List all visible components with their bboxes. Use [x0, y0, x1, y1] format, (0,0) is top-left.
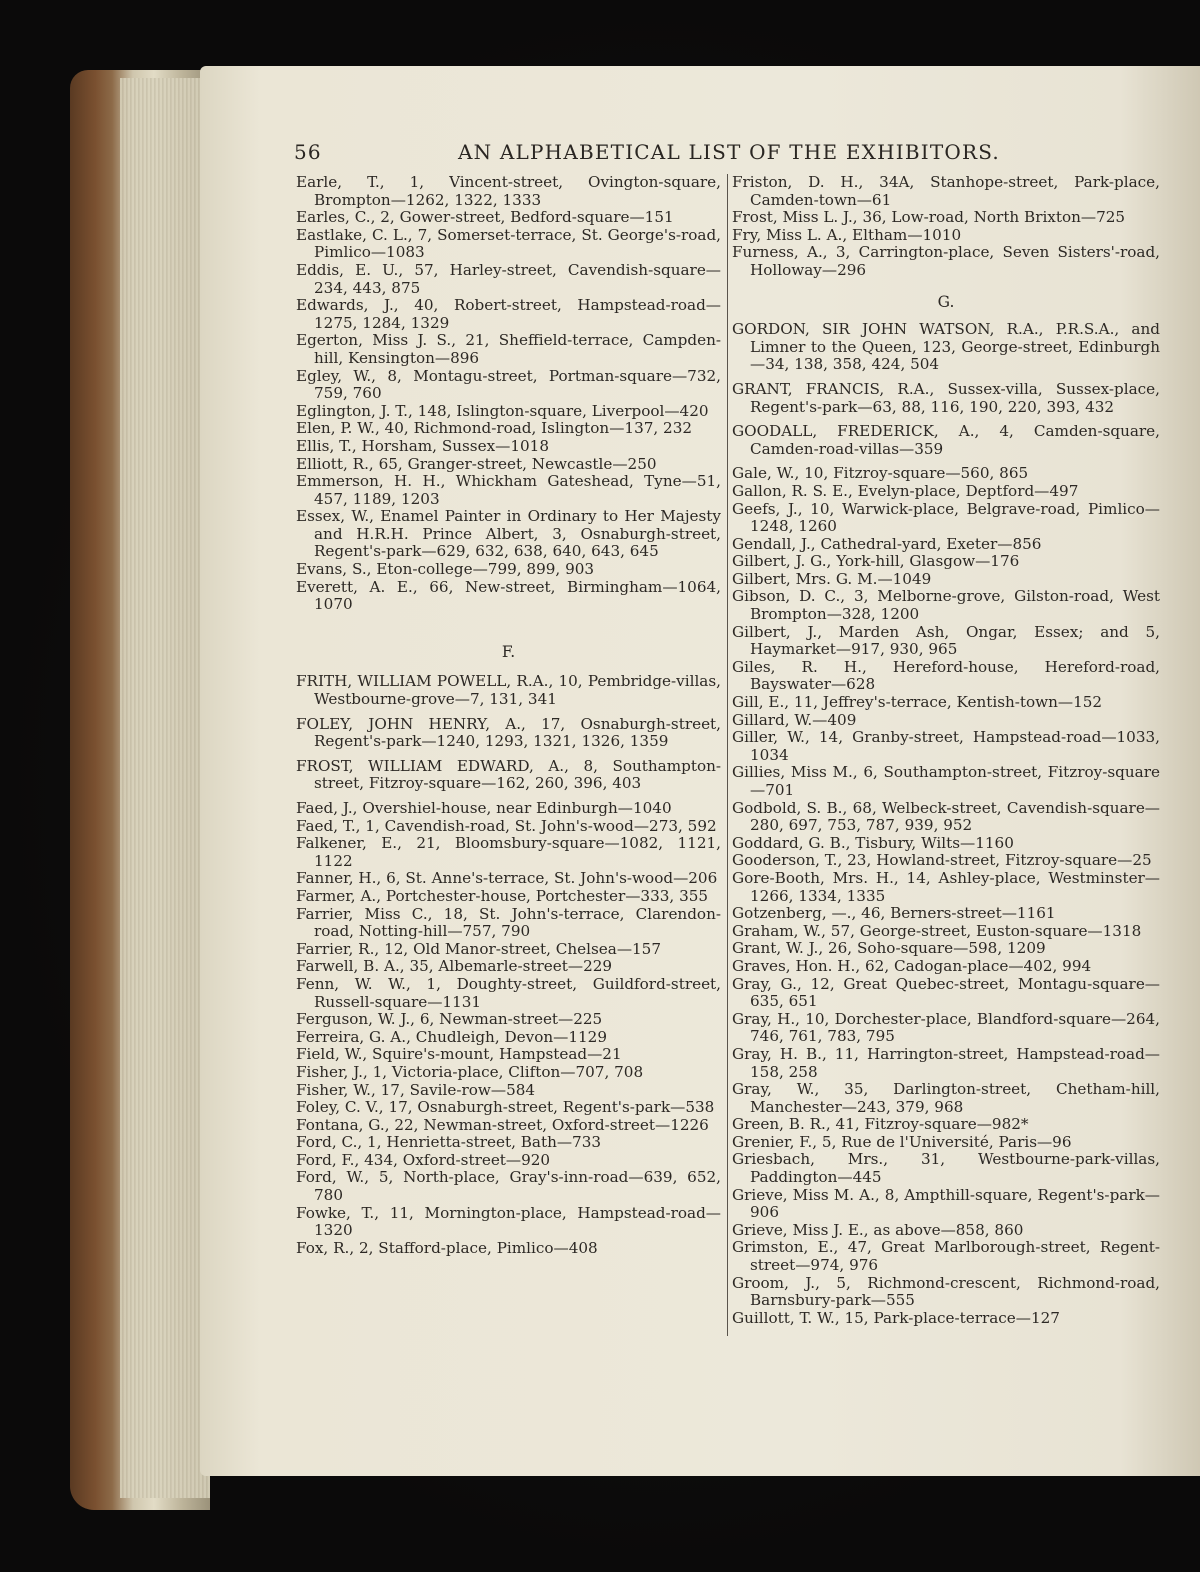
exhibitor-entry: Gilbert, J. G., York-hill, Glasgow—176: [732, 552, 1020, 571]
exhibitor-entry: Farwell, B. A., 35, Albemarle-street—229: [296, 957, 613, 976]
exhibitor-entry: Falkener, E., 21, Bloomsbury-square—1082, 1121, 1122: [296, 834, 721, 870]
exhibitor-entry: Gibson, D. C., 3, Melborne-grove, Gilston-road, West Brompton—328, 1200: [732, 587, 1160, 624]
exhibitor-entry: Giller, W., 14, Granby-street, Hampstead-road—1033, 1034: [732, 728, 1160, 764]
exhibitor-entry: Furness, A., 3, Carrington-place, Seven Sisters'-road, Holloway—296: [732, 243, 1160, 279]
academician-entry: FROST, WILLIAM EDWARD, A., 8, Southampton-street, Fitzroy-square—162, 260, 396, 403: [296, 756, 721, 793]
exhibitor-entry: Everett, A. E., 66, New-street, Birmingham—1064, 1070: [296, 577, 721, 614]
exhibitor-entry: Field, W., Squire's-mount, Hampstead—21: [296, 1045, 622, 1064]
exhibitor-entry: Eddis, E. U., 57, Harley-street, Cavendish-square—234, 443, 875: [296, 260, 721, 297]
exhibitor-entry: Emmerson, H. H., Whickham Gateshead, Tyne—51, 457, 1189, 1203: [296, 472, 721, 508]
exhibitor-entry: Fox, R., 2, Stafford-place, Pimlico—408: [296, 1238, 598, 1257]
exhibitor-entry: Friston, D. H., 34A, Stanhope-street, Park-place, Camden-town—61: [732, 173, 1160, 209]
exhibitor-entry: Geefs, J., 10, Warwick-place, Belgrave-road, Pimlico—1248, 1260: [732, 499, 1160, 536]
exhibitor-entry: Farmer, A., Portchester-house, Portchester—333, 355: [296, 886, 709, 905]
exhibitor-entry: Gallon, R. S. E., Evelyn-place, Deptford—497: [732, 481, 1079, 500]
exhibitor-entry: Fanner, H., 6, St. Anne's-terrace, St. John's-wood—206: [296, 869, 718, 888]
academician-entry: GORDON, SIR JOHN WATSON, R.A., P.R.S.A., and Limner to the Queen, 123, George-street, Edinburgh—34, 138, 358, 424, 504: [732, 320, 1160, 374]
exhibitor-entry: Ford, F., 434, Oxford-street—920: [296, 1150, 551, 1169]
exhibitor-entry: Grant, W. J., 26, Soho-square—598, 1209: [732, 939, 1046, 958]
exhibitor-entry: Gilbert, Mrs. G. M.—1049: [732, 569, 932, 588]
exhibitor-entry: Earles, C., 2, Gower-street, Bedford-square—151: [296, 208, 674, 227]
exhibitor-entry: Farrier, R., 12, Old Manor-street, Chelsea—157: [296, 939, 662, 958]
exhibitor-entry: Ferreira, G. A., Chudleigh, Devon—1129: [296, 1027, 608, 1046]
exhibitor-entry: Fenn, W. W., 1, Doughty-street, Guildford-street, Russell-square—1131: [296, 974, 721, 1011]
exhibitor-entry: Gore-Booth, Mrs. H., 14, Ashley-place, Westminster—1266, 1334, 1335: [732, 868, 1160, 905]
exhibitor-entry: Grieve, Miss J. E., as above—858, 860: [732, 1220, 1024, 1239]
exhibitor-entry: Gill, E., 11, Jeffrey's-terrace, Kentish-town—152: [732, 693, 1103, 712]
academician-entry: GRANT, FRANCIS, R.A., Sussex-villa, Sussex-place, Regent's-park—63, 88, 116, 190, 220, 393, 432: [732, 379, 1160, 416]
exhibitor-entry: Gilbert, J., Marden Ash, Ongar, Essex; and 5, Haymarket—917, 930, 965: [732, 622, 1160, 659]
academician-entry: FOLEY, JOHN HENRY, A., 17, Osnaburgh-street, Regent's-park—1240, 1293, 1321, 1326, 1359: [296, 714, 721, 751]
section-heading-f: F.: [501, 642, 516, 661]
exhibitor-entry: Gray, W., 35, Darlington-street, Chetham-hill, Manchester—243, 379, 968: [732, 1080, 1160, 1116]
exhibitor-entry: Evans, S., Eton-college—799, 899, 903: [296, 560, 595, 579]
exhibitor-entry: Graham, W., 57, George-street, Euston-square—1318: [732, 921, 1142, 940]
exhibitor-entry: Frost, Miss L. J., 36, Low-road, North Brixton—725: [732, 208, 1126, 227]
running-title: AN ALPHABETICAL LIST OF THE EXHIBITORS.: [458, 140, 1000, 164]
exhibitor-entry: Faed, T., 1, Cavendish-road, St. John's-wood—273, 592: [296, 816, 717, 835]
exhibitor-entry: Ford, W., 5, North-place, Gray's-inn-road—639, 652, 780: [296, 1168, 721, 1205]
exhibitor-entry: Gooderson, T., 23, Howland-street, Fitzroy-square—25: [732, 851, 1152, 870]
exhibitor-entry: Gray, H., 10, Dorchester-place, Blandford-square—264, 746, 761, 783, 795: [732, 1009, 1160, 1046]
entries-f-continued: [732, 174, 1160, 280]
academician-entry: FRITH, WILLIAM POWELL, R.A., 10, Pembridge-villas, Westbourne-grove—7, 131, 341: [296, 672, 721, 709]
academician-entry: GOODALL, FREDERICK, A., 4, Camden-square, Camden-road-villas—359: [732, 422, 1160, 458]
left-column: [296, 174, 721, 1257]
exhibitor-entry: Giles, R. H., Hereford-house, Hereford-road, Bayswater—628: [732, 657, 1160, 694]
column-divider: [727, 174, 728, 1336]
exhibitor-entry: Fry, Miss L. A., Eltham—1010: [732, 225, 962, 244]
exhibitor-entry: Gray, H. B., 11, Harrington-street, Hampstead-road—158, 258: [732, 1044, 1160, 1081]
exhibitor-entry: Egley, W., 8, Montagu-street, Portman-square—732, 759, 760: [296, 366, 721, 403]
exhibitor-entry: Earle, T., 1, Vincent-street, Ovington-square, Brompton—1262, 1322, 1333: [296, 173, 721, 209]
exhibitor-entry: Fowke, T., 11, Mornington-place, Hampstead-road—1320: [296, 1203, 721, 1240]
section-heading-g: G.: [937, 292, 955, 311]
exhibitor-entry: Elen, P. W., 40, Richmond-road, Islington—137, 232: [296, 419, 693, 438]
exhibitor-entry: Elliott, R., 65, Granger-street, Newcastle—250: [296, 454, 657, 473]
exhibitor-entry: Ford, C., 1, Henrietta-street, Bath—733: [296, 1133, 602, 1152]
page-number: 56: [294, 140, 322, 164]
exhibitor-entry: Foley, C. V., 17, Osnaburgh-street, Regent's-park—538: [296, 1098, 715, 1117]
exhibitor-entry: Gale, W., 10, Fitzroy-square—560, 865: [732, 464, 1029, 483]
exhibitor-entry: Guillott, T. W., 15, Park-place-terrace—127: [732, 1308, 1060, 1327]
exhibitor-entry: Grieve, Miss M. A., 8, Ampthill-square, Regent's-park—906: [732, 1185, 1160, 1222]
exhibitor-entry: Gendall, J., Cathedral-yard, Exeter—856: [732, 534, 1042, 553]
exhibitor-entry: Green, B. R., 41, Fitzroy-square—982*: [732, 1115, 1029, 1134]
exhibitor-entry: Ferguson, W. J., 6, Newman-street—225: [296, 1010, 603, 1029]
exhibitor-entry: Fisher, J., 1, Victoria-place, Clifton—707, 708: [296, 1062, 644, 1081]
page-header: [294, 140, 1000, 166]
exhibitor-entry: Fisher, W., 17, Savile-row—584: [296, 1080, 536, 1099]
exhibitor-entry: Groom, J., 5, Richmond-crescent, Richmond-road, Barnsbury-park—555: [732, 1273, 1160, 1310]
exhibitor-entry: Gotzenberg, —., 46, Berners-street—1161: [732, 904, 1056, 923]
exhibitor-entry: Goddard, G. B., Tisbury, Wilts—1160: [732, 833, 1014, 852]
entries-f: [296, 673, 721, 1257]
exhibitor-entry: Egerton, Miss J. S., 21, Sheffield-terrace, Campden-hill, Kensington—896: [296, 331, 721, 367]
exhibitor-entry: Griesbach, Mrs., 31, Westbourne-park-villas, Paddington—445: [732, 1150, 1160, 1187]
exhibitor-entry: Gillies, Miss M., 6, Southampton-street, Fitzroy-square—701: [732, 763, 1160, 799]
exhibitor-entry: Godbold, S. B., 68, Welbeck-street, Cavendish-square—280, 697, 753, 787, 939, 952: [732, 798, 1160, 835]
exhibitor-entry: Farrier, Miss C., 18, St. John's-terrace, Clarendon-road, Notting-hill—757, 790: [296, 904, 721, 941]
entries-e: [296, 174, 721, 614]
exhibitor-entry: Gray, G., 12, Great Quebec-street, Montagu-square—635, 651: [732, 974, 1160, 1011]
entries-g: [732, 321, 1160, 1327]
exhibitor-entry: Graves, Hon. H., 62, Cadogan-place—402, 994: [732, 956, 1092, 975]
exhibitor-entry: Grenier, F., 5, Rue de l'Université, Paris—96: [732, 1132, 1072, 1151]
exhibitor-entry: Faed, J., Overshiel-house, near Edinburgh—1040: [296, 799, 672, 817]
page-stack-edges: [120, 78, 210, 1498]
exhibitor-entry: Gillard, W.—409: [732, 710, 857, 729]
exhibitor-entry: Fontana, G., 22, Newman-street, Oxford-street—1226: [296, 1115, 709, 1134]
right-column: [732, 174, 1160, 1327]
exhibitor-entry: Eastlake, C. L., 7, Somerset-terrace, St. George's-road, Pimlico—1083: [296, 225, 721, 262]
exhibitor-entry: Essex, W., Enamel Painter in Ordinary to Her Majesty and H.R.H. Prince Albert, 3, Osnaburgh-street, Regent's-park—629, 632, 638, 640, 643, 645: [296, 507, 721, 561]
exhibitor-entry: Edwards, J., 40, Robert-street, Hampstead-road—1275, 1284, 1329: [296, 296, 721, 332]
exhibitor-entry: Ellis, T., Horsham, Sussex—1018: [296, 436, 549, 455]
exhibitor-entry: Grimston, E., 47, Great Marlborough-street, Regent-street—974, 976: [732, 1238, 1160, 1275]
exhibitor-entry: Eglington, J. T., 148, Islington-square, Liverpool—420: [296, 401, 709, 420]
